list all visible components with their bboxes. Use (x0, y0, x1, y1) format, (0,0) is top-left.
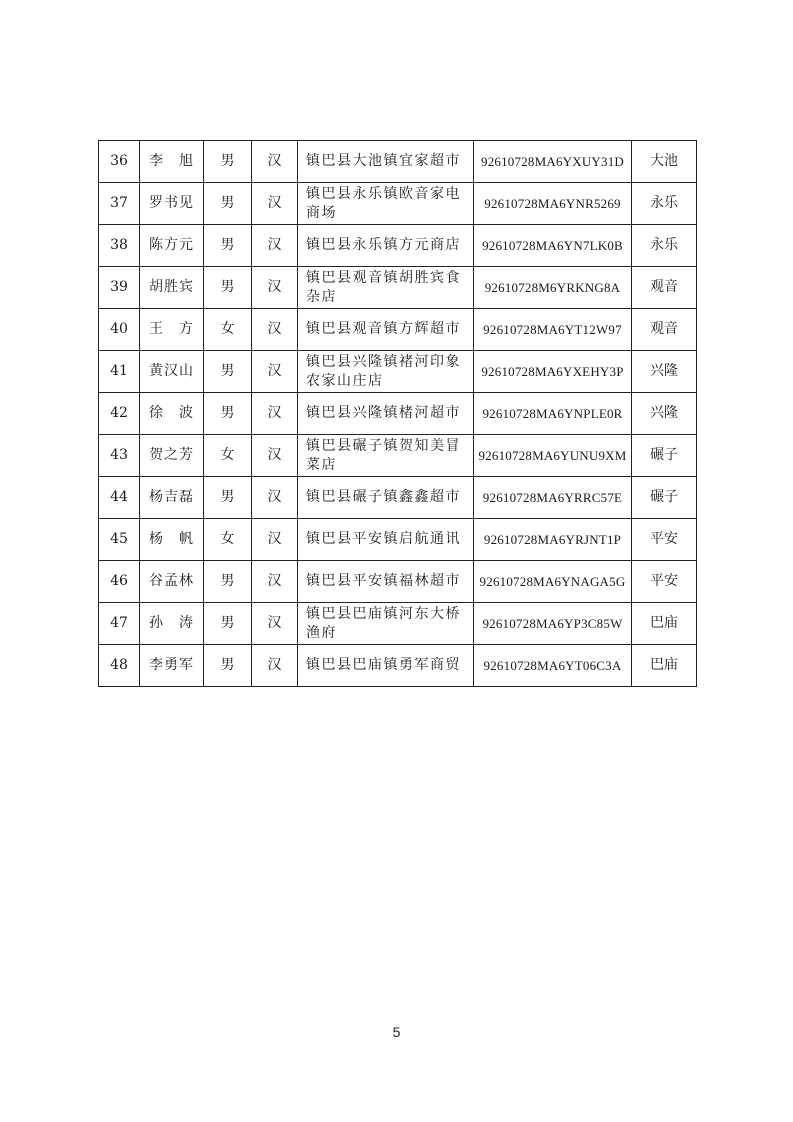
table-row (99, 141, 697, 183)
table-row (99, 519, 697, 561)
cell-number: 47 (99, 603, 140, 645)
cell-business-name: 镇巴县平安镇启航通讯 (298, 519, 474, 561)
table-row (99, 477, 697, 519)
cell-credit-code: 92610728MA6YN7LK0B (474, 225, 632, 267)
cell-gender: 男 (204, 477, 252, 519)
cell-name: 黄汉山 (140, 351, 204, 393)
cell-town: 兴隆 (632, 351, 697, 393)
cell-number: 43 (99, 435, 140, 477)
table-row (99, 309, 697, 351)
cell-town: 平安 (632, 561, 697, 603)
table-row (99, 393, 697, 435)
cell-gender: 男 (204, 393, 252, 435)
cell-business-name: 镇巴县碾子镇鑫鑫超市 (298, 477, 474, 519)
cell-gender: 女 (204, 309, 252, 351)
cell-town: 巴庙 (632, 645, 697, 687)
cell-gender: 男 (204, 183, 252, 225)
page-number: 5 (392, 1024, 401, 1040)
cell-town: 大池 (632, 141, 697, 183)
cell-name: 孙 涛 (140, 603, 204, 645)
cell-credit-code: 92610728MA6YT06C3A (474, 645, 632, 687)
cell-town: 平安 (632, 519, 697, 561)
cell-town: 碾子 (632, 435, 697, 477)
cell-business-name: 镇巴县兴隆镇楮河超市 (298, 393, 474, 435)
cell-ethnicity: 汉 (252, 477, 298, 519)
cell-credit-code: 92610728MA6YT12W97 (474, 309, 632, 351)
cell-credit-code: 92610728MA6YNPLE0R (474, 393, 632, 435)
cell-gender: 男 (204, 645, 252, 687)
cell-ethnicity: 汉 (252, 225, 298, 267)
cell-name: 罗书见 (140, 183, 204, 225)
cell-business-name: 镇巴县兴隆镇褚河印象农家山庄店 (298, 351, 474, 393)
cell-ethnicity: 汉 (252, 267, 298, 309)
cell-ethnicity: 汉 (252, 519, 298, 561)
cell-business-name: 镇巴县碾子镇贺知美冒菜店 (298, 435, 474, 477)
cell-number: 46 (99, 561, 140, 603)
table-row (99, 267, 697, 309)
cell-name: 杨吉磊 (140, 477, 204, 519)
table-row (99, 603, 697, 645)
cell-business-name: 镇巴县永乐镇方元商店 (298, 225, 474, 267)
cell-gender: 女 (204, 435, 252, 477)
cell-name: 徐 波 (140, 393, 204, 435)
cell-credit-code: 92610728MA6YRJNT1P (474, 519, 632, 561)
cell-ethnicity: 汉 (252, 561, 298, 603)
cell-business-name: 镇巴县观音镇胡胜宾食杂店 (298, 267, 474, 309)
cell-number: 44 (99, 477, 140, 519)
cell-business-name: 镇巴县平安镇福林超市 (298, 561, 474, 603)
cell-name: 李 旭 (140, 141, 204, 183)
cell-credit-code: 92610728MA6YXEHY3P (474, 351, 632, 393)
cell-credit-code: 92610728MA6YXUY31D (474, 141, 632, 183)
cell-ethnicity: 汉 (252, 603, 298, 645)
cell-name: 陈方元 (140, 225, 204, 267)
cell-credit-code: 92610728MA6YRRC57E (474, 477, 632, 519)
cell-number: 39 (99, 267, 140, 309)
cell-ethnicity: 汉 (252, 645, 298, 687)
cell-town: 巴庙 (632, 603, 697, 645)
cell-number: 41 (99, 351, 140, 393)
cell-name: 李勇军 (140, 645, 204, 687)
cell-name: 贺之芳 (140, 435, 204, 477)
cell-business-name: 镇巴县大池镇宜家超市 (298, 141, 474, 183)
cell-town: 永乐 (632, 183, 697, 225)
cell-gender: 男 (204, 351, 252, 393)
cell-number: 48 (99, 645, 140, 687)
table-row (99, 351, 697, 393)
cell-name: 王 方 (140, 309, 204, 351)
cell-ethnicity: 汉 (252, 141, 298, 183)
cell-town: 观音 (632, 309, 697, 351)
cell-credit-code: 92610728MA6YNR5269 (474, 183, 632, 225)
roster-table (98, 140, 697, 687)
cell-credit-code: 92610728MA6YUNU9XM (474, 435, 632, 477)
cell-number: 36 (99, 141, 140, 183)
cell-ethnicity: 汉 (252, 183, 298, 225)
cell-gender: 男 (204, 141, 252, 183)
table-row (99, 435, 697, 477)
cell-credit-code: 92610728MA6YNAGA5G (474, 561, 632, 603)
cell-name: 胡胜宾 (140, 267, 204, 309)
table-row (99, 225, 697, 267)
cell-number: 38 (99, 225, 140, 267)
cell-number: 37 (99, 183, 140, 225)
cell-gender: 女 (204, 519, 252, 561)
cell-credit-code: 92610728M6YRKNG8A (474, 267, 632, 309)
cell-ethnicity: 汉 (252, 351, 298, 393)
cell-ethnicity: 汉 (252, 309, 298, 351)
roster-table-body (99, 141, 697, 687)
cell-number: 40 (99, 309, 140, 351)
cell-name: 杨 帆 (140, 519, 204, 561)
cell-town: 永乐 (632, 225, 697, 267)
cell-number: 42 (99, 393, 140, 435)
cell-town: 观音 (632, 267, 697, 309)
cell-credit-code: 92610728MA6YP3C85W (474, 603, 632, 645)
cell-gender: 男 (204, 225, 252, 267)
cell-gender: 男 (204, 603, 252, 645)
cell-town: 碾子 (632, 477, 697, 519)
cell-name: 谷孟林 (140, 561, 204, 603)
table-row (99, 645, 697, 687)
cell-business-name: 镇巴县观音镇方辉超市 (298, 309, 474, 351)
table-row (99, 183, 697, 225)
cell-ethnicity: 汉 (252, 393, 298, 435)
cell-ethnicity: 汉 (252, 435, 298, 477)
cell-number: 45 (99, 519, 140, 561)
cell-gender: 男 (204, 267, 252, 309)
cell-business-name: 镇巴县巴庙镇勇军商贸 (298, 645, 474, 687)
cell-town: 兴隆 (632, 393, 697, 435)
cell-business-name: 镇巴县永乐镇欧音家电商场 (298, 183, 474, 225)
table-row (99, 561, 697, 603)
cell-gender: 男 (204, 561, 252, 603)
cell-business-name: 镇巴县巴庙镇河东大桥渔府 (298, 603, 474, 645)
